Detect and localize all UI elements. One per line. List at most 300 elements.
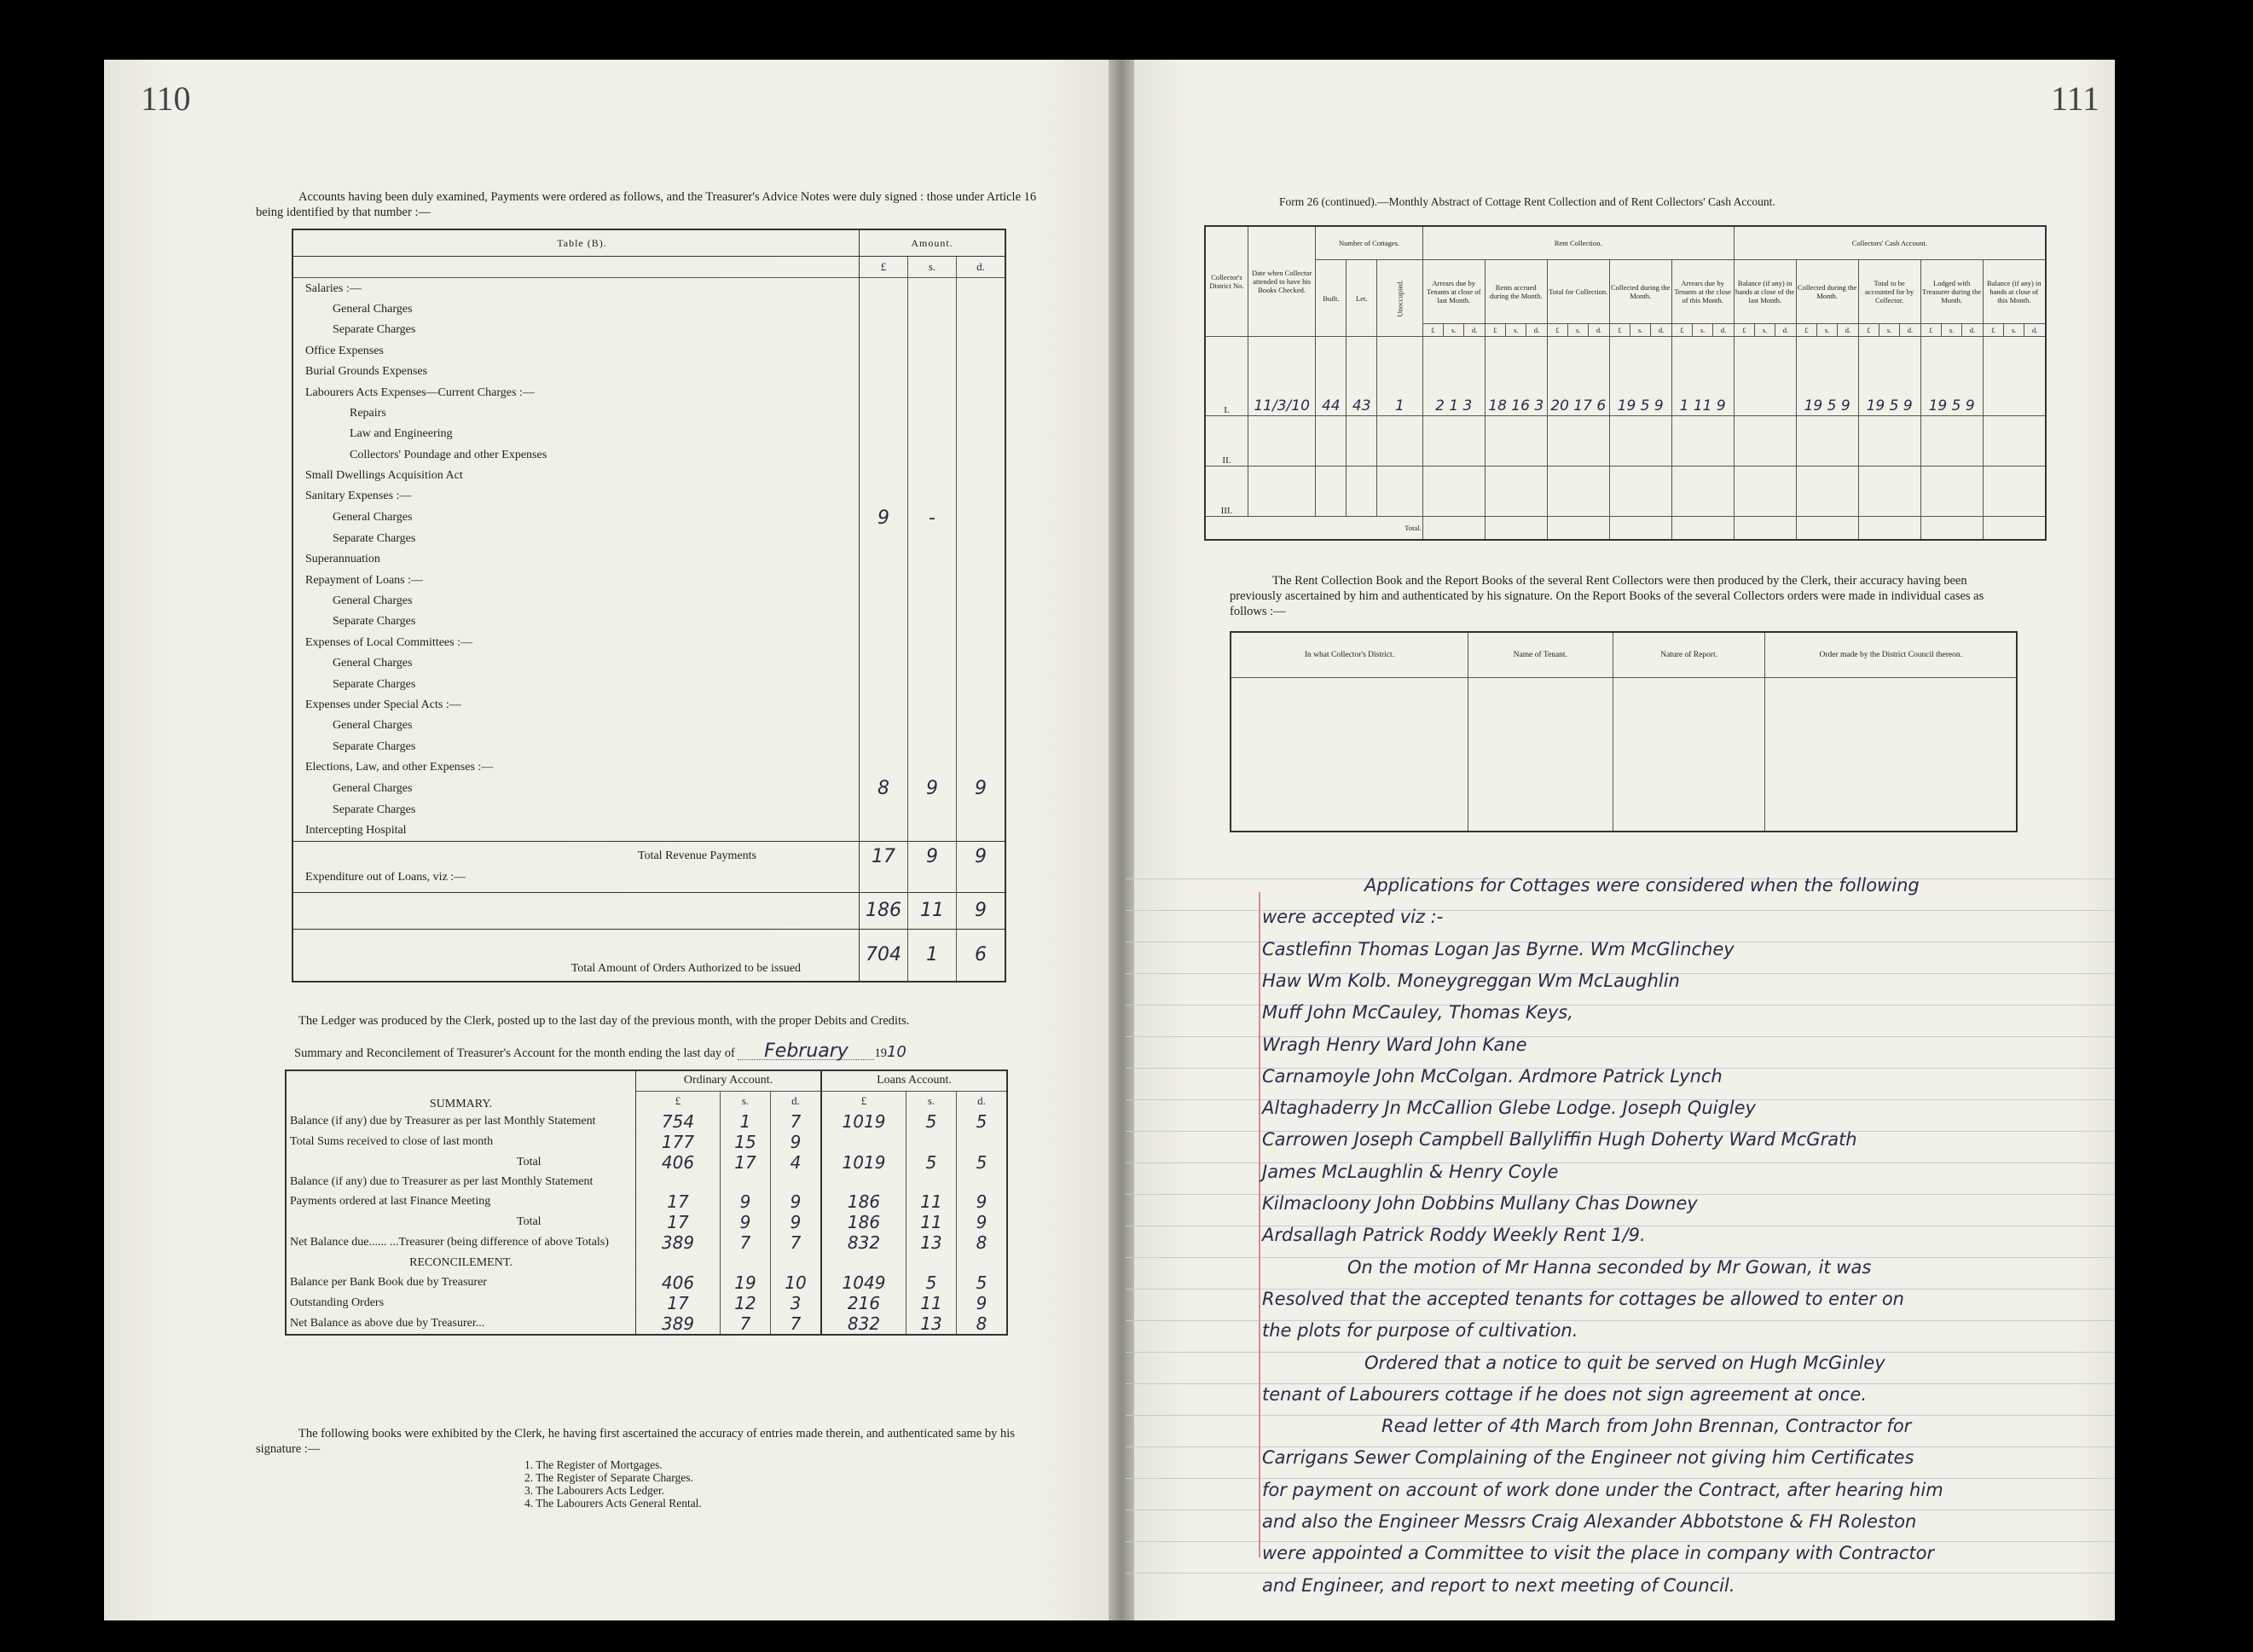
total-revenue-label: Total Revenue Payments bbox=[292, 842, 860, 872]
ordinary-shillings: 9 bbox=[721, 1212, 771, 1232]
handwritten-line: Carrigans Sewer Complaining of the Engineer not giving him Certificates bbox=[1262, 1447, 1914, 1469]
ordinary-shillings: 7 bbox=[721, 1313, 771, 1335]
table-b-pence bbox=[957, 695, 1006, 716]
summary-row-label: Total bbox=[286, 1152, 636, 1173]
form-title: Form 26 (continued).—Monthly Abstract of Cottage Rent Collection and of Rent Collectors' Cash Account. bbox=[1279, 195, 1775, 208]
rent-balance-end bbox=[1983, 416, 2046, 467]
hdr-total-collection: Total for Collection. bbox=[1547, 260, 1609, 324]
lsd-unit: d. bbox=[1589, 324, 1609, 337]
ordinary-pence: 7 bbox=[771, 1232, 822, 1253]
ordinary-account-header: Ordinary Account. bbox=[636, 1070, 822, 1091]
lsd-unit: s. bbox=[1506, 324, 1526, 337]
total-revenue-pence: 9 bbox=[975, 845, 987, 867]
table-b-shillings bbox=[908, 591, 957, 612]
handwritten-line: Haw Wm Kolb. Moneygreggan Wm McLaughlin bbox=[1262, 970, 1680, 991]
lsd-unit: s. bbox=[1941, 324, 1961, 337]
summary-caption-text: Summary and Reconcilement of Treasurer's Account for the month ending the last day of bbox=[294, 1046, 735, 1060]
summary-row bbox=[286, 1232, 1007, 1253]
total-orders-pence: 6 bbox=[975, 944, 987, 966]
loans-pounds bbox=[821, 1132, 906, 1152]
rent-date bbox=[1248, 416, 1315, 467]
hdr-cash-collected: Collected during the Month. bbox=[1796, 260, 1858, 324]
table-b-row bbox=[292, 466, 1005, 486]
loans-pence: 8 bbox=[976, 1313, 987, 1335]
table-b-pounds bbox=[860, 278, 908, 299]
rent-built: 44 bbox=[1316, 337, 1347, 416]
table-b-pence bbox=[957, 299, 1006, 320]
loans-pounds: 1049 bbox=[821, 1272, 906, 1293]
table-b-row-label: Office Expenses bbox=[292, 341, 860, 362]
hdr-report-order: Order made by the District Council thereon. bbox=[1765, 632, 2017, 678]
table-b-pounds: 8 bbox=[860, 778, 908, 799]
hdr-let: Let. bbox=[1347, 260, 1377, 337]
ordinary-shillings: 7 bbox=[721, 1232, 771, 1253]
handwritten-line: Muff John McCauley, Thomas Keys, bbox=[1262, 1002, 1573, 1023]
lsd-unit: d. bbox=[1526, 324, 1547, 337]
table-b-shillings bbox=[908, 278, 957, 299]
unit-shillings: s. bbox=[908, 257, 957, 278]
table-b-pounds bbox=[860, 799, 908, 820]
ordinary-pounds bbox=[636, 1173, 721, 1192]
ordinary-pounds: 17 bbox=[636, 1191, 721, 1212]
table-b-row-label: Sanitary Expenses :— bbox=[292, 486, 860, 507]
table-b-row-label: Salaries :— bbox=[292, 278, 860, 299]
ordinary-pence: 3 bbox=[771, 1293, 822, 1313]
table-b-row bbox=[292, 507, 1005, 529]
handwritten-line: Altaghaderry Jn McCallion Glebe Lodge. Joseph Quigley bbox=[1262, 1098, 1756, 1119]
rent-let bbox=[1347, 467, 1377, 517]
loans-shillings bbox=[906, 1173, 957, 1192]
table-b-pounds bbox=[860, 320, 908, 340]
loans-shillings: 5 bbox=[906, 1111, 957, 1132]
unit-pounds: £ bbox=[860, 257, 908, 278]
summary-row-label: Balance (if any) due to Treasurer as per last Monthly Statement bbox=[286, 1173, 636, 1192]
table-b-pounds bbox=[860, 486, 908, 507]
loans-pounds: 216 bbox=[821, 1293, 906, 1313]
lsd-unit: d. bbox=[1713, 324, 1734, 337]
table-b-shillings bbox=[908, 737, 957, 757]
table-b-row bbox=[292, 653, 1005, 674]
rent-balance-end bbox=[1983, 337, 2046, 416]
table-b-shillings bbox=[908, 466, 957, 486]
table-b-row-label: Expenses of Local Committees :— bbox=[292, 633, 860, 653]
ordinary-shillings: 9 bbox=[721, 1191, 771, 1212]
table-b-row-label: General Charges bbox=[292, 591, 860, 612]
hdr-date-attended: Date when Collector attended to have his Books Checked. bbox=[1248, 226, 1315, 337]
table-b-row-label: Separate Charges bbox=[292, 799, 860, 820]
ordinary-pence: 9 bbox=[771, 1191, 822, 1212]
table-b-pounds bbox=[860, 529, 908, 549]
table-b-pence bbox=[957, 445, 1006, 466]
table-b-pence: 9 bbox=[975, 778, 987, 800]
ordinary-pounds: 17 bbox=[636, 1293, 721, 1313]
summary-row bbox=[286, 1173, 1007, 1192]
total-revenue-shillings: 9 bbox=[908, 842, 957, 872]
table-b-row-label: Repayment of Loans :— bbox=[292, 570, 860, 590]
rent-row bbox=[1205, 467, 2046, 517]
rent-row bbox=[1205, 416, 2046, 467]
table-b-shillings bbox=[908, 529, 957, 549]
table-b-pence bbox=[957, 341, 1006, 362]
table-b-shillings bbox=[908, 633, 957, 653]
table-b-row-label: Separate Charges bbox=[292, 674, 860, 694]
table-b-shillings bbox=[908, 299, 957, 320]
loans-label: Expenditure out of Loans, viz :— bbox=[292, 871, 860, 892]
rent-let bbox=[1347, 416, 1377, 467]
table-b-row bbox=[292, 424, 1005, 444]
loans-pounds bbox=[821, 1173, 906, 1192]
lsd-unit: £ bbox=[1734, 324, 1754, 337]
table-b-shillings bbox=[908, 382, 957, 403]
rent-arrears-start bbox=[1422, 416, 1485, 467]
table-b-row-label: Elections, Law, and other Expenses :— bbox=[292, 757, 860, 778]
rent-cash-collected bbox=[1796, 416, 1858, 467]
table-b-title: Table (B). bbox=[292, 229, 860, 257]
summary-row-label: Total Sums received to close of last month bbox=[286, 1132, 636, 1152]
hdr-number-cottages: Number of Cottages. bbox=[1316, 226, 1422, 260]
lsd-unit: d. bbox=[1962, 324, 1983, 337]
summary-row bbox=[286, 1212, 1007, 1232]
table-b-pence bbox=[957, 382, 1006, 403]
summary-row bbox=[286, 1313, 1007, 1335]
handwritten-line: Carnamoyle John McColgan. Ardmore Patrick Lynch bbox=[1262, 1065, 1723, 1087]
rent-rents-accrued: 18 16 3 bbox=[1485, 337, 1547, 416]
ordinary-pence: 9 bbox=[771, 1132, 822, 1152]
lsd-unit: £ bbox=[1422, 324, 1443, 337]
lsd-unit: £ bbox=[1858, 324, 1879, 337]
rent-collected bbox=[1609, 416, 1671, 467]
table-b-shillings: 9 bbox=[908, 778, 957, 799]
rent-unoccupied: 1 bbox=[1377, 337, 1423, 416]
book-item: 4. The Labourers Acts General Rental. bbox=[524, 1497, 702, 1510]
summary-row-label: Total bbox=[286, 1212, 636, 1232]
margin-line bbox=[1259, 892, 1260, 1557]
table-b-pence bbox=[957, 653, 1006, 674]
hdr-rents-accrued: Rents accrued during the Month. bbox=[1485, 260, 1547, 324]
loans-pence: 5 bbox=[976, 1272, 987, 1294]
ordinary-pounds: 177 bbox=[636, 1132, 721, 1152]
rent-unoccupied bbox=[1377, 467, 1423, 517]
rent-rents-accrued bbox=[1485, 416, 1547, 467]
table-b-shillings bbox=[908, 612, 957, 632]
rent-let: 43 bbox=[1347, 337, 1377, 416]
table-b-pounds bbox=[860, 716, 908, 736]
table-b-row-label: Burial Grounds Expenses bbox=[292, 362, 860, 382]
ordinary-pence: 7 bbox=[771, 1313, 822, 1335]
table-b-pounds bbox=[860, 445, 908, 466]
hdr-collected: Collected during the Month. bbox=[1609, 260, 1671, 324]
total-revenue-pounds: 17 bbox=[860, 842, 908, 872]
ordinary-pence bbox=[771, 1173, 822, 1192]
rent-total-label: Total. bbox=[1205, 517, 1422, 541]
handwritten-line: Castlefinn Thomas Logan Jas Byrne. Wm McGlinchey bbox=[1262, 938, 1735, 959]
handwritten-line: for payment on account of work done under the Contract, after hearing him bbox=[1262, 1479, 1943, 1500]
ordinary-shillings: 12 bbox=[721, 1293, 771, 1313]
table-b-row-label: Expenses under Special Acts :— bbox=[292, 695, 860, 716]
table-b-row-label: General Charges bbox=[292, 299, 860, 320]
table-b-shillings bbox=[908, 674, 957, 694]
table-b-row bbox=[292, 633, 1005, 653]
lsd-unit: d. bbox=[1775, 324, 1796, 337]
rent-district: I. bbox=[1205, 337, 1248, 416]
lsd-unit: s. bbox=[1754, 324, 1775, 337]
loans-shillings: 5 bbox=[906, 1272, 957, 1293]
table-b-pence bbox=[957, 633, 1006, 653]
lsd-unit: d. bbox=[1464, 324, 1485, 337]
table-b-shillings bbox=[908, 424, 957, 444]
table-b-pounds bbox=[860, 341, 908, 362]
table-b-pence bbox=[957, 716, 1006, 736]
table-b-row-label: Collectors' Poundage and other Expenses bbox=[292, 445, 860, 466]
lsd-unit: £ bbox=[1609, 324, 1630, 337]
loans-pence: 5 bbox=[976, 1151, 987, 1173]
table-b-row bbox=[292, 529, 1005, 549]
hdr-collector-district: Collector's District No. bbox=[1205, 226, 1248, 337]
handwritten-line: were appointed a Committee to visit the place in company with Contractor bbox=[1262, 1543, 1935, 1564]
hdr-cash-account: Collectors' Cash Account. bbox=[1734, 226, 2046, 260]
handwritten-line: and also the Engineer Messrs Craig Alexander Abbotstone & FH Roleston bbox=[1262, 1511, 1917, 1532]
loans-pounds: 832 bbox=[821, 1232, 906, 1253]
table-b-shillings: - bbox=[908, 507, 957, 529]
lsd-unit: d. bbox=[2024, 324, 2046, 337]
ordinary-shillings bbox=[721, 1173, 771, 1192]
hdr-arrears-start: Arrears due by Tenants at close of last Month. bbox=[1422, 260, 1485, 324]
unit-pence: d. bbox=[976, 260, 985, 274]
rent-built bbox=[1316, 416, 1347, 467]
loans-pounds: 1019 bbox=[821, 1111, 906, 1132]
table-b-row-label: Separate Charges bbox=[292, 320, 860, 340]
accounts-intro: Accounts having been duly examined, Payments were ordered as follows, and the Treasurer's Advice Notes were duly signed : those under Article 16 being identified by that number :— bbox=[256, 190, 1037, 219]
table-b-pounds bbox=[860, 737, 908, 757]
hdr-rent-collection: Rent Collection. bbox=[1422, 226, 1734, 260]
loans-pence: 9 bbox=[975, 900, 987, 922]
table-b-pounds bbox=[860, 466, 908, 486]
rent-collected bbox=[1609, 467, 1671, 517]
table-b-pounds bbox=[860, 591, 908, 612]
table-b-row-label: General Charges bbox=[292, 653, 860, 674]
handwritten-line: Resolved that the accepted tenants for cottages be allowed to enter on bbox=[1262, 1288, 1904, 1309]
table-b-pounds bbox=[860, 695, 908, 716]
table-b-shillings bbox=[908, 570, 957, 590]
table-b-shillings bbox=[908, 445, 957, 466]
rent-arrears-end bbox=[1671, 416, 1734, 467]
table-b-pence bbox=[957, 507, 1006, 529]
rent-arrears-end: 1 11 9 bbox=[1671, 337, 1734, 416]
summary-row-label: Balance per Bank Book due by Treasurer bbox=[286, 1272, 636, 1293]
handwritten-line: Ardsallagh Patrick Roddy Weekly Rent 1/9. bbox=[1262, 1225, 1646, 1246]
table-b-row bbox=[292, 674, 1005, 694]
ordinary-pence: 7 bbox=[771, 1111, 822, 1132]
ordinary-shillings: 17 bbox=[721, 1152, 771, 1173]
hdr-balance-start: Balance (if any) in hands at close of the last Month. bbox=[1734, 260, 1796, 324]
rent-lodged bbox=[1920, 467, 1983, 517]
table-b-row-label: General Charges bbox=[292, 778, 860, 799]
table-b-row bbox=[292, 737, 1005, 757]
ordinary-shillings: 1 bbox=[721, 1111, 771, 1132]
lsd-unit: £ bbox=[1671, 324, 1692, 337]
loans-pence: 5 bbox=[976, 1110, 987, 1132]
table-b-row-label: General Charges bbox=[292, 507, 860, 529]
table-b-row bbox=[292, 278, 1005, 299]
summary-year-prefix: 19 bbox=[874, 1046, 887, 1060]
summary-title: SUMMARY. bbox=[286, 1070, 636, 1111]
table-b-shillings bbox=[908, 549, 957, 570]
summary-row-label: Net Balance as above due by Treasurer... bbox=[286, 1313, 636, 1335]
table-b-pence bbox=[957, 403, 1006, 424]
summary-row bbox=[286, 1111, 1007, 1132]
rent-total-accounted bbox=[1858, 467, 1920, 517]
summary-row bbox=[286, 1152, 1007, 1173]
ord-unit-pounds: £ bbox=[636, 1091, 721, 1110]
table-b-row-label: Separate Charges bbox=[292, 737, 860, 757]
table-b-pence bbox=[957, 674, 1006, 694]
table-b-row bbox=[292, 362, 1005, 382]
summary-row-label: Net Balance due...... ...Treasurer (being difference of above Totals) bbox=[286, 1232, 636, 1253]
table-b-row bbox=[292, 778, 1005, 799]
lsd-unit: £ bbox=[1920, 324, 1941, 337]
loans-pence: 9 bbox=[976, 1293, 987, 1314]
report-table bbox=[1230, 631, 2018, 832]
table-b-pence bbox=[957, 612, 1006, 632]
table-b-row bbox=[292, 299, 1005, 320]
handwritten-line: tenant of Labourers cottage if he does not sign agreement at once. bbox=[1262, 1383, 1868, 1405]
ledger-text: The Ledger was produced by the Clerk, posted up to the last day of the previous month, with the proper Debits and Credits. bbox=[298, 1014, 910, 1028]
table-b-pence bbox=[957, 486, 1006, 507]
rent-arrears-start bbox=[1422, 467, 1485, 517]
summary-row bbox=[286, 1132, 1007, 1152]
rent-district: III. bbox=[1205, 467, 1248, 517]
loans-account-header: Loans Account. bbox=[821, 1070, 1007, 1091]
loans-pounds: 186 bbox=[821, 1212, 906, 1232]
handwritten-line: Ordered that a notice to quit be served on Hugh McGinley bbox=[1364, 1352, 1885, 1373]
ordinary-pounds: 17 bbox=[636, 1212, 721, 1232]
loans-pounds: 186 bbox=[821, 1191, 906, 1212]
loan-unit-pence: d. bbox=[977, 1094, 986, 1108]
ruled-line bbox=[1126, 1573, 2115, 1574]
summary-month: February bbox=[738, 1044, 874, 1060]
table-b-pounds bbox=[860, 382, 908, 403]
rent-collected: 19 5 9 bbox=[1609, 337, 1671, 416]
table-b-pence bbox=[957, 799, 1006, 820]
table-b-pence bbox=[957, 591, 1006, 612]
ordinary-shillings: 19 bbox=[721, 1272, 771, 1293]
table-b-row bbox=[292, 486, 1005, 507]
books-text: The following books were exhibited by the Clerk, he having first ascertained the accuracy of entries made therein, and authenticated same by his signature :— bbox=[256, 1427, 1015, 1456]
loans-pounds: 832 bbox=[821, 1313, 906, 1335]
lsd-unit: s. bbox=[2003, 324, 2024, 337]
table-b-pounds bbox=[860, 424, 908, 444]
ordinary-pence: 4 bbox=[771, 1152, 822, 1173]
handwritten-line: the plots for purpose of cultivation. bbox=[1262, 1320, 1578, 1342]
loans-pence: 8 bbox=[976, 1232, 987, 1254]
rent-balance-end bbox=[1983, 467, 2046, 517]
ordinary-pounds: 406 bbox=[636, 1272, 721, 1293]
rent-total-accounted: 19 5 9 bbox=[1858, 337, 1920, 416]
table-b-pence bbox=[957, 466, 1006, 486]
ordinary-pence: 9 bbox=[771, 1212, 822, 1232]
summary-caption bbox=[294, 1040, 906, 1062]
loan-unit-pounds: £ bbox=[821, 1091, 906, 1110]
total-orders-pounds: 704 bbox=[860, 929, 908, 982]
ordinary-shillings: 15 bbox=[721, 1132, 771, 1152]
table-b-row bbox=[292, 341, 1005, 362]
ordinary-pence: 10 bbox=[771, 1272, 822, 1293]
book-item: 3. The Labourers Acts Ledger. bbox=[524, 1484, 664, 1497]
table-b-row bbox=[292, 612, 1005, 632]
summary-row bbox=[286, 1272, 1007, 1293]
hdr-total-accounted: Total to be accounted for by Collector. bbox=[1858, 260, 1920, 324]
table-b-row-label: General Charges bbox=[292, 716, 860, 736]
handwritten-line: Read letter of 4th March from John Brennan, Contractor for bbox=[1381, 1416, 1912, 1437]
ordinary-pounds: 406 bbox=[636, 1152, 721, 1173]
report-intro: The Rent Collection Book and the Report Books of the several Rent Collectors were then produced by the Clerk, their accuracy having been previously ascertained by him and authenticated by his signature. On the Report Books of the several Collectors orders were made in individual cases as follows :— bbox=[1230, 574, 1984, 618]
ordinary-pounds: 754 bbox=[636, 1111, 721, 1132]
lsd-unit: d. bbox=[1900, 324, 1920, 337]
table-b-pence bbox=[957, 570, 1006, 590]
table-b-pounds: 9 bbox=[860, 507, 908, 529]
loans-pounds: 186 bbox=[860, 892, 908, 929]
rent-total bbox=[1547, 467, 1609, 517]
lsd-unit: d. bbox=[1651, 324, 1671, 337]
rent-unoccupied bbox=[1377, 416, 1423, 467]
table-b-row bbox=[292, 382, 1005, 403]
table-b-pence bbox=[957, 362, 1006, 382]
loans-pounds: 1019 bbox=[821, 1152, 906, 1173]
hdr-lodged: Lodged with Treasurer during the Month. bbox=[1920, 260, 1983, 324]
rent-total bbox=[1547, 416, 1609, 467]
rent-balance-start bbox=[1734, 416, 1796, 467]
table-b-row bbox=[292, 591, 1005, 612]
table-b-shillings bbox=[908, 653, 957, 674]
table-b-row-label: Labourers Acts Expenses—Current Charges :— bbox=[292, 382, 860, 403]
table-b-row bbox=[292, 716, 1005, 736]
table-b-shillings bbox=[908, 695, 957, 716]
lsd-unit: s. bbox=[1693, 324, 1713, 337]
ordinary-pounds: 389 bbox=[636, 1313, 721, 1335]
table-b-pence bbox=[957, 529, 1006, 549]
hdr-report-district: In what Collector's District. bbox=[1231, 632, 1468, 678]
handwritten-line: Carrowen Joseph Campbell Ballyliffin Hugh Doherty Ward McGrath bbox=[1262, 1129, 1857, 1151]
summary-row bbox=[286, 1293, 1007, 1313]
table-b-row bbox=[292, 403, 1005, 424]
rent-district: II. bbox=[1205, 416, 1248, 467]
hdr-report-tenant: Name of Tenant. bbox=[1468, 632, 1613, 678]
rent-arrears-end bbox=[1671, 467, 1734, 517]
rent-abstract-table bbox=[1204, 225, 2047, 541]
table-b-pounds bbox=[860, 674, 908, 694]
handwritten-line: were accepted viz :- bbox=[1262, 907, 1444, 928]
rent-date bbox=[1248, 467, 1315, 517]
lsd-unit: s. bbox=[1879, 324, 1899, 337]
table-b-row bbox=[292, 820, 1005, 842]
table-b-shillings bbox=[908, 799, 957, 820]
handwritten-line: On the motion of Mr Hanna seconded by Mr Gowan, it was bbox=[1347, 1256, 1872, 1278]
loans-pence: 9 bbox=[976, 1191, 987, 1213]
rent-rents-accrued bbox=[1485, 467, 1547, 517]
lsd-unit: s. bbox=[1630, 324, 1651, 337]
books-list bbox=[524, 1458, 702, 1510]
book-item: 1. The Register of Mortgages. bbox=[524, 1458, 663, 1471]
table-b-shillings bbox=[908, 403, 957, 424]
summary-row-label: Balance (if any) due by Treasurer as per last Monthly Statement bbox=[286, 1111, 636, 1132]
reconcilement-title: RECONCILEMENT. bbox=[286, 1253, 636, 1272]
ruled-line bbox=[1126, 1541, 2115, 1542]
lsd-unit: £ bbox=[1485, 324, 1505, 337]
lsd-unit: £ bbox=[1796, 324, 1816, 337]
rent-cash-collected: 19 5 9 bbox=[1796, 337, 1858, 416]
table-b-amount-header: Amount. bbox=[860, 229, 1006, 257]
table-b-pence bbox=[957, 424, 1006, 444]
